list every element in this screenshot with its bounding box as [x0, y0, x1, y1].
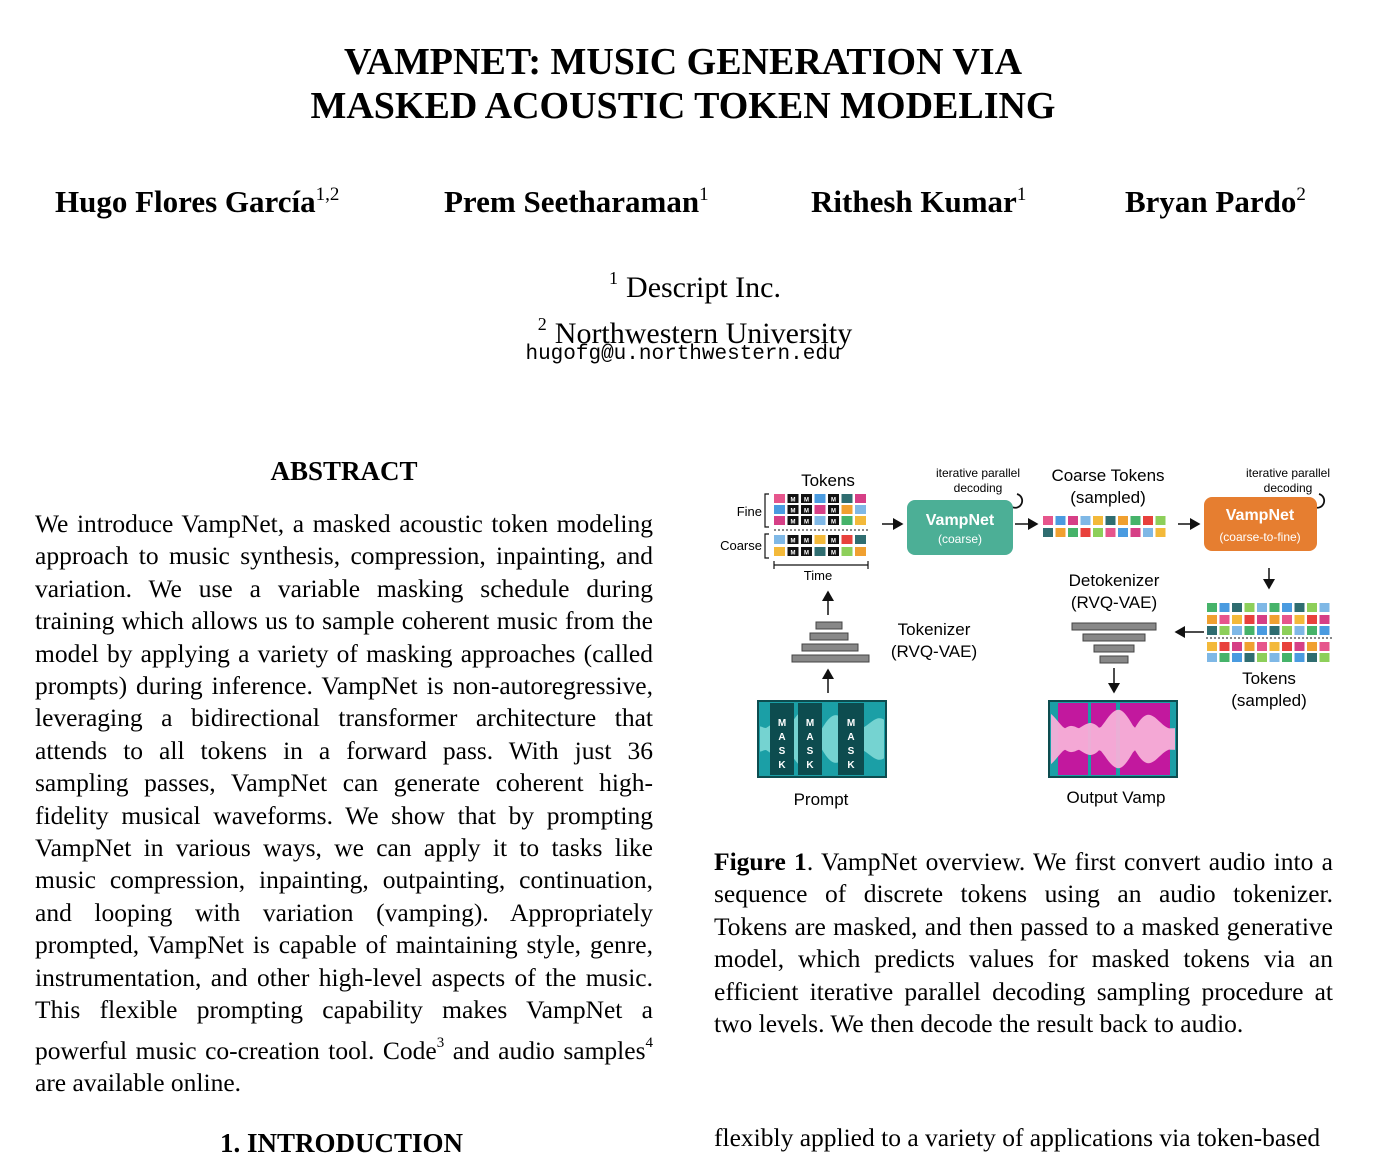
output-token-cell	[1257, 603, 1267, 612]
output-token-cell	[1257, 626, 1267, 635]
author-name: Hugo Flores García	[55, 184, 316, 219]
author-affil-sup: 1	[1016, 184, 1027, 205]
output-token-cell	[1245, 615, 1255, 624]
output-waveform	[1049, 701, 1177, 777]
mask-letter: M	[804, 508, 809, 515]
affiliation-name: Descript Inc.	[626, 271, 781, 304]
output-token-cell	[1245, 603, 1255, 612]
output-token-cell	[1320, 642, 1330, 651]
token-cell	[774, 547, 785, 556]
output-token-cell	[1245, 653, 1255, 662]
vampnet-c2f-sub: (coarse-to-fine)	[1219, 530, 1301, 544]
output-token-cell	[1307, 653, 1317, 662]
author-bryan	[1125, 184, 1306, 220]
vampnet-c2f-title: VampNet	[1225, 507, 1295, 524]
tokens-label: Tokens	[801, 471, 855, 490]
author-affil-sup: 1,2	[315, 184, 340, 205]
coarse-token-cell	[1143, 528, 1153, 537]
mask-letter: M	[804, 538, 809, 545]
token-cell	[774, 535, 785, 544]
output-token-cell	[1207, 642, 1217, 651]
tokens-sampled-label: Tokens	[1242, 669, 1296, 688]
iterative-decoding-label-1: iterative parallel	[935, 466, 1021, 480]
output-token-cell	[1220, 653, 1230, 662]
output-token-cell	[1245, 642, 1255, 651]
tokenizer-label: Tokenizer	[897, 620, 971, 639]
coarse-token-grid	[1043, 516, 1166, 537]
coarse-token-cell	[1143, 516, 1153, 525]
iterative-decoding-label-2b: decoding	[1263, 481, 1313, 495]
affiliation-sup: 1	[609, 268, 619, 288]
mask-block-letter: K	[778, 760, 786, 771]
output-token-cell	[1295, 653, 1305, 662]
output-token-cell	[1320, 603, 1330, 612]
token-cell	[842, 494, 853, 503]
mask-letter: M	[831, 519, 836, 526]
paper-title-line-1: VAMPNET: MUSIC GENERATION VIA	[343, 41, 1023, 83]
paper-title	[0, 40, 1366, 128]
token-cell	[815, 547, 826, 556]
coarse-label: Coarse	[720, 538, 762, 553]
coarse-token-cell	[1093, 516, 1103, 525]
output-token-cell	[1232, 642, 1242, 651]
output-token-cell	[1257, 615, 1267, 624]
figure-label: Figure 1	[714, 847, 807, 876]
output-token-grid	[1207, 603, 1330, 662]
mask-letter: M	[790, 497, 796, 504]
mask-block-letter: A	[778, 732, 786, 743]
mask-block-letter: S	[847, 746, 855, 757]
mask-letter: M	[790, 508, 796, 515]
token-cell	[855, 494, 866, 503]
mask-letter: M	[831, 550, 836, 557]
fine-label: Fine	[736, 504, 762, 519]
abstract-text: We introduce VampNet, a masked acoustic token modeling approach to music synthesis, compression, inpainting, and variation. We use a variable masking schedule during training which allows us to sample coherent music from the model by applying a variety of masking approaches (called prompts) during inference. VampNet is non-autoregressive, leveraging a bidirectional transformer architecture that attends to all tokens in a forward pass. With just 36 sampling passes, VampNet can generate coherent high-fidelity musical waveforms. We show that by prompting VampNet in various ways, we can apply it to tasks like music compression, inpainting, outpainting, continuation, and looping with variation (vamping). Appropriately prompted, VampNet is capable of maintaining style, genre, instrumentation, and other high-level aspects of the music. This flexible prompting capability makes VampNet a powerful music co-creation tool. Code	[35, 509, 653, 1065]
mask-letter: M	[790, 538, 796, 545]
token-cell	[774, 505, 785, 514]
mask-block-letter: K	[847, 760, 855, 771]
coarse-token-cell	[1156, 528, 1166, 537]
abstract-body	[35, 508, 653, 1099]
token-cell	[815, 535, 826, 544]
iterative-decoding-label-2: iterative parallel	[1245, 466, 1331, 480]
mask-letter: M	[804, 550, 809, 557]
output-token-cell	[1207, 615, 1217, 624]
output-token-cell	[1270, 653, 1280, 662]
token-cell	[815, 516, 826, 525]
output-token-cell	[1220, 615, 1230, 624]
coarse-token-cell	[1043, 528, 1053, 537]
mask-block-letter: S	[806, 746, 814, 757]
coarse-token-cell	[1156, 516, 1166, 525]
output-token-cell	[1307, 603, 1317, 612]
detokenizer-label: Detokenizer	[1068, 571, 1160, 590]
coarse-token-cell	[1081, 528, 1091, 537]
coarse-token-cell	[1043, 516, 1053, 525]
mask-block-letter: A	[806, 732, 814, 743]
abstract-text-end: are available online.	[35, 1067, 242, 1097]
output-token-cell	[1232, 653, 1242, 662]
tokenizer-stack	[792, 622, 869, 662]
mask-letter: M	[831, 538, 836, 545]
vampnet-overview-svg	[712, 460, 1342, 815]
prompt-waveform	[758, 701, 886, 777]
author-prem	[444, 184, 709, 220]
output-token-cell	[1282, 615, 1292, 624]
footnote-ref-3[interactable]: 3	[436, 1034, 445, 1051]
figure-1-caption	[714, 846, 1333, 1040]
coarse-token-cell	[1131, 516, 1141, 525]
author-list	[0, 184, 1390, 224]
detokenizer-sub: (RVQ-VAE)	[1070, 593, 1158, 612]
coarse-token-cell	[1056, 516, 1066, 525]
output-token-cell	[1320, 653, 1330, 662]
tokenizer-sub: (RVQ-VAE)	[890, 642, 978, 661]
author-rithesh	[811, 184, 1026, 220]
output-token-cell	[1220, 603, 1230, 612]
affiliations	[0, 260, 1390, 352]
coarse-token-cell	[1093, 528, 1103, 537]
vampnet-coarse-title: VampNet	[925, 512, 995, 529]
coarse-token-cell	[1068, 528, 1078, 537]
author-name: Bryan Pardo	[1125, 184, 1297, 219]
output-token-cell	[1307, 615, 1317, 624]
vampnet-coarse-sub: (coarse)	[937, 532, 983, 546]
introduction-heading: 1. INTRODUCTION	[220, 1128, 464, 1158]
abstract-text-mid: and audio samples	[444, 1035, 646, 1065]
output-token-cell	[1282, 603, 1292, 612]
output-token-cell	[1320, 615, 1330, 624]
mask-block-letter: M	[805, 718, 815, 729]
detokenizer-stack	[1072, 623, 1156, 663]
author-name: Prem Seetharaman	[444, 184, 700, 219]
mask-letter: M	[790, 550, 796, 557]
coarse-token-cell	[1118, 516, 1128, 525]
coarse-token-cell	[1131, 528, 1141, 537]
output-token-cell	[1270, 626, 1280, 635]
output-token-cell	[1295, 615, 1305, 624]
mask-letter: M	[790, 519, 796, 526]
output-token-cell	[1220, 642, 1230, 651]
figure-1-diagram	[712, 460, 1342, 815]
mask-letter: M	[831, 497, 836, 504]
affiliation-name: Northwestern University	[554, 317, 853, 350]
paper-title-line-2: MASKED ACOUSTIC TOKEN MODELING	[310, 85, 1056, 127]
iterative-decoding-label-1b: decoding	[953, 481, 1003, 495]
output-token-cell	[1307, 642, 1317, 651]
column-2-continuation: flexibly applied to a variety of applications via token-based	[714, 1123, 1321, 1152]
output-token-cell	[1257, 642, 1267, 651]
affiliation-sup: 2	[537, 314, 547, 334]
mask-letter: M	[804, 519, 809, 526]
output-token-cell	[1307, 626, 1317, 635]
token-cell	[855, 505, 866, 514]
token-cell	[815, 494, 826, 503]
token-cell	[774, 494, 785, 503]
mask-block-letter: M	[777, 718, 787, 729]
output-token-cell	[1232, 615, 1242, 624]
token-cell	[855, 547, 866, 556]
coarse-token-cell	[1068, 516, 1078, 525]
mask-letter: M	[804, 497, 809, 504]
affiliation-1	[0, 260, 1390, 306]
token-cell	[774, 516, 785, 525]
output-token-cell	[1320, 626, 1330, 635]
token-cell	[855, 535, 866, 544]
input-token-grid	[774, 494, 866, 557]
mask-block-letter: K	[806, 760, 814, 771]
contact-email[interactable]: hugofg@u.northwestern.edu	[525, 343, 841, 366]
output-token-cell	[1295, 626, 1305, 635]
time-label: Time	[803, 568, 833, 583]
abstract-heading: ABSTRACT	[270, 456, 418, 486]
author-affil-sup: 2	[1296, 184, 1306, 205]
output-token-cell	[1207, 626, 1217, 635]
token-cell	[855, 516, 866, 525]
coarse-token-cell	[1081, 516, 1091, 525]
author-affil-sup: 1	[699, 184, 709, 205]
output-token-cell	[1270, 603, 1280, 612]
output-token-cell	[1220, 626, 1230, 635]
output-token-cell	[1282, 653, 1292, 662]
output-vamp-label: Output Vamp	[1066, 788, 1166, 807]
output-token-cell	[1257, 653, 1267, 662]
coarse-tokens-label: Coarse Tokens	[1051, 466, 1165, 485]
coarse-token-cell	[1056, 528, 1066, 537]
mask-block-letter: M	[846, 718, 856, 729]
prompt-label: Prompt	[793, 790, 849, 809]
coarse-tokens-sub: (sampled)	[1070, 488, 1146, 507]
output-token-cell	[1207, 653, 1217, 662]
output-token-cell	[1232, 603, 1242, 612]
token-cell	[842, 505, 853, 514]
tokens-sampled-sub: (sampled)	[1231, 691, 1307, 710]
coarse-token-cell	[1118, 528, 1128, 537]
output-token-cell	[1282, 642, 1292, 651]
coarse-token-cell	[1106, 516, 1116, 525]
token-cell	[842, 516, 853, 525]
token-cell	[815, 505, 826, 514]
coarse-token-cell	[1106, 528, 1116, 537]
output-token-cell	[1207, 603, 1217, 612]
mask-block-letter: A	[847, 732, 855, 743]
token-cell	[842, 547, 853, 556]
token-cell	[842, 535, 853, 544]
mask-letter: M	[831, 508, 836, 515]
output-token-cell	[1270, 642, 1280, 651]
caption-text: . VampNet overview. We first convert audio into a sequence of discrete tokens using an audio tokenizer. Tokens are masked, and then passed to a masked generative model, which predicts values for masked tokens via an efficient iterative parallel decoding sampling procedure at two levels. We then decode the result back to audio.	[714, 847, 1333, 1039]
footnote-ref-4[interactable]: 4	[645, 1034, 653, 1051]
output-token-cell	[1295, 642, 1305, 651]
author-name: Rithesh Kumar	[811, 184, 1017, 219]
output-token-cell	[1245, 626, 1255, 635]
output-token-cell	[1270, 615, 1280, 624]
output-token-cell	[1295, 603, 1305, 612]
mask-block-letter: S	[778, 746, 786, 757]
author-hugo	[55, 184, 339, 220]
output-token-cell	[1232, 626, 1242, 635]
output-token-cell	[1282, 626, 1292, 635]
